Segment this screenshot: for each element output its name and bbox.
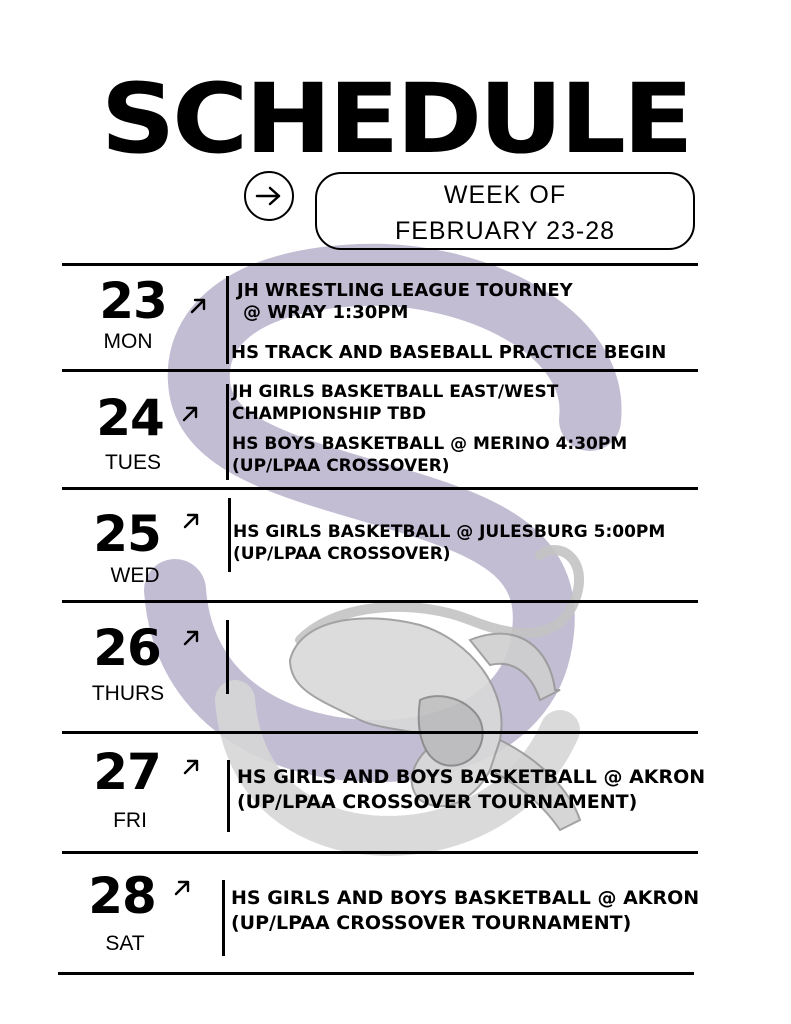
event-item: HS TRACK AND BASEBALL PRACTICE BEGIN [231, 342, 667, 363]
day-name: THURS [91, 682, 165, 705]
event-item: JH WRESTLING LEAGUE TOURNEY @ WRAY 1:30PM [237, 280, 573, 323]
day-number: 25 [93, 505, 161, 563]
day-divider [226, 620, 229, 694]
row-divider [62, 487, 698, 490]
day-divider [228, 498, 231, 572]
day-divider [222, 880, 225, 956]
day-name: FRI [113, 809, 147, 832]
arrow-up-right-icon [172, 878, 192, 898]
event-item: HS GIRLS AND BOYS BASKETBALL @ AKRON (UP/LPAA CROSSOVER TOURNAMENT) [237, 766, 706, 813]
day-divider [226, 384, 229, 480]
week-label: WEEK OF [443, 181, 567, 209]
day-number: 24 [96, 389, 164, 447]
day-divider [226, 276, 229, 364]
page-title: SCHEDULE [100, 63, 691, 175]
arrow-up-right-icon [181, 511, 201, 531]
event-item: HS BOYS BASKETBALL @ MERINO 4:30PM (UP/LPAA CROSSOVER) [232, 434, 628, 476]
day-number: 26 [93, 619, 161, 677]
arrow-up-right-icon [180, 404, 200, 424]
arrow-right-icon [244, 171, 294, 221]
day-number: 23 [99, 272, 167, 330]
event-item: HS GIRLS BASKETBALL @ JULESBURG 5:00PM (UP/LPAA CROSSOVER) [233, 522, 666, 564]
row-divider [62, 369, 698, 372]
arrow-up-right-icon [188, 296, 208, 316]
arrow-up-right-icon [181, 628, 201, 648]
arrow-up-right-icon [181, 757, 201, 777]
day-number: 27 [93, 743, 161, 801]
row-divider [62, 851, 698, 854]
event-item: JH GIRLS BASKETBALL EAST/WEST CHAMPIONSHIP TBD [232, 382, 559, 424]
day-divider [227, 760, 230, 832]
day-number: 28 [88, 867, 156, 925]
event-item: HS GIRLS AND BOYS BASKETBALL @ AKRON (UP/LPAA CROSSOVER TOURNAMENT) [231, 887, 700, 934]
row-divider [62, 731, 698, 734]
day-name: MON [103, 330, 153, 353]
row-divider [62, 600, 698, 603]
day-name: SAT [105, 932, 145, 955]
row-divider [58, 972, 694, 975]
week-of-badge [315, 172, 695, 250]
day-name: TUES [104, 451, 161, 474]
day-name: WED [110, 564, 160, 587]
week-dates: FEBRUARY 23-28 [394, 217, 616, 245]
row-divider [62, 263, 698, 266]
